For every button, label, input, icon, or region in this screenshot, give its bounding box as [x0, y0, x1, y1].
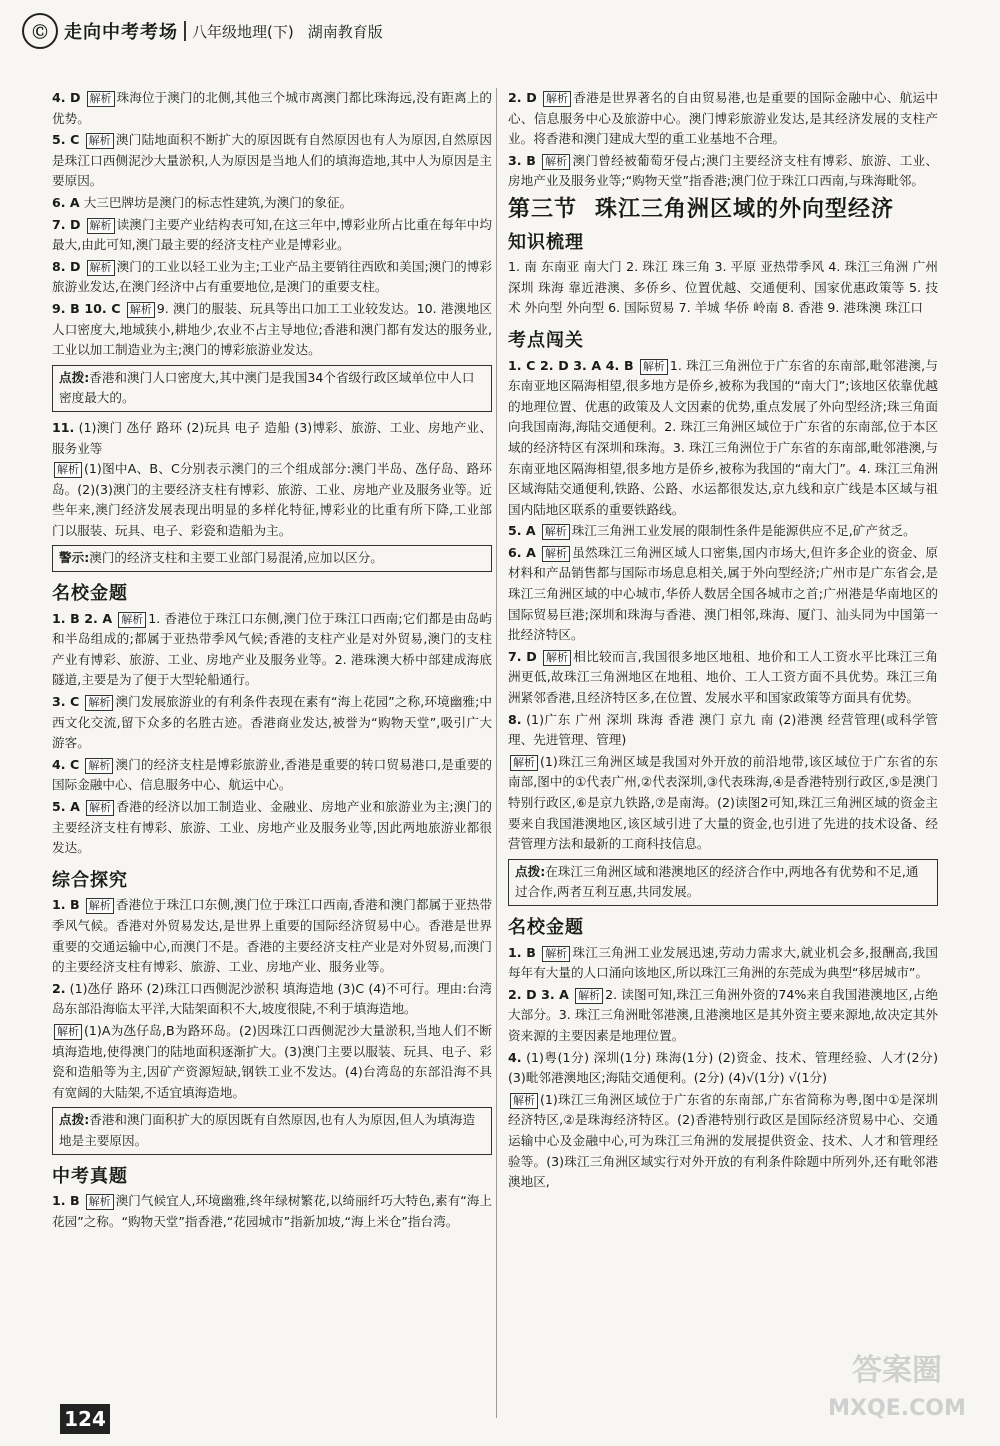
analysis-tag: 解析: [86, 898, 114, 914]
tip-box: 点拨:香港和澳门面积扩大的原因既有自然原因,也有人为原因,但人为填海造地是主要原因。: [52, 1107, 492, 1154]
section-title: 知识梳理: [508, 231, 584, 253]
section-title: 名校金题: [52, 583, 128, 605]
answer-item: 5. A 解析 珠江三角洲工业发展的限制性条件是能源供应不足,矿产贫乏。: [508, 523, 916, 539]
answer-item: 解析 (1)珠江三角洲区域是我国对外开放的前沿地带,该区域位于广东省的东南部,图中的①代表广州,②代表深圳,③代表珠海,④是香港特别行政区,⑤是澳门特别行政区,⑥是京九铁路,⑦是南海。(2)读图2可知,珠江三角洲区域的资金主要来自我国港澳地区,该区域引进了大量的资金,也引进了先进的技术设备、经营管理方法和最新的工商科技信息。: [508, 753, 938, 852]
answer-item: 8. D 解析 澳门的工业以轻工业为主;工业产品主要销往西欧和美国;澳门的博彩旅游业发达,在澳门经济中占有重要地位,是澳门的重要支柱。: [52, 258, 492, 295]
answers-block-1: [52, 88, 492, 361]
answer-item: 1. B 解析 澳门气候宜人,环境幽雅,终年绿树繁花,以绮丽纤巧大特色,素有“海上花园”之称。“购物天堂”指香港,“花园城市”指新加坡,“海上米仓”指台湾。: [52, 1193, 492, 1229]
analysis-tag: 解析: [85, 695, 113, 711]
analysis-tag: 解析: [543, 91, 571, 107]
answers-block-0: [508, 88, 938, 192]
answer-item: 解析 (1)A为氹仔岛,B为路环岛。(2)因珠江口西侧泥沙大量淤积,当地人们不断填海造地,使得澳门的陆地面积逐渐扩大。(3)澳门主要以服装、玩具、电子、彩瓷和造船等为主,因矿产资源短缺,钢铁工业不发达。(4)台湾岛的东部沿海不具有宽阔的大陆架,不适宜填海造地。: [52, 1022, 492, 1100]
analysis-tag: 解析: [86, 800, 114, 816]
answer-item: 4. (1)粤(1分) 深圳(1分) 珠海(1分) (2)资金、技术、管理经验、人才(2分) (3)毗邻港澳地区;海陆交通便利。(2分) (4)√(1分) √(1分): [508, 1049, 938, 1086]
left-column: [52, 88, 492, 1233]
answer-item: 6. A 大三巴牌坊是澳门的标志性建筑,为澳门的象征。: [52, 194, 353, 210]
answer-item: 解析 (1)珠江三角洲区域位于广东省的东南部,广东省简称为粤,图中①是深圳经济特区,②是珠海经济特区。(2)香港特别行政区是国际经济贸易中心、交通运输中心及金融中心,可为珠江三角洲的发展提供资金、技术、人才和管理经验等。(3)珠江三角洲区域实行对外开放的有利条件除题中所列外,还有毗邻港澳地区,: [508, 1091, 938, 1190]
analysis-tag: 解析: [510, 1093, 538, 1109]
section-title: 中考真题: [52, 1165, 128, 1187]
publisher: 湖南教育版: [307, 22, 383, 41]
answer-item: 1. B 解析 香港位于珠江口东侧,澳门位于珠江口西南,香港和澳门都属于亚热带季风气候。香港对外贸易发达,是世界上重要的国际经济贸易中心。香港是世界重要的交通运输中心,而澳门不是。香港的主要经济支柱产业是对外贸易,而澳门的主要经济支柱有博彩、旅游、工业、房地产业、服务业等。: [52, 897, 492, 975]
page-header: [22, 14, 383, 48]
answer-item: 1. B 解析 珠江三角洲工业发展迅速,劳动力需求大,就业机会多,报酬高,我国每年有大量的人口涌向该地区,所以珠江三角洲的东莞成为典型“移居城市”。: [508, 944, 939, 981]
analysis-tag: 解析: [87, 91, 115, 107]
answer-item: 3. B 解析 澳门曾经被葡萄牙侵占;澳门主要经济支柱有博彩、旅游、工业、房地产业及服务业等;“购物天堂”指香港;澳门位于珠江口西南,与珠海毗邻。: [508, 152, 938, 189]
analysis-tag: 解析: [86, 1194, 114, 1210]
brand-logo-icon: Ⓒ: [22, 13, 58, 49]
book-subtitle: 八年级地理(下): [192, 22, 294, 41]
analysis-tag: 解析: [575, 988, 603, 1004]
answer-item-11: 11. (1)澳门 氹仔 路环 (2)玩具 电子 造船 (3)博彩、旅游、工业、房地产业、服务业等 解析 (1)图中A、B、C分别表示澳门的三个组成部分:澳门半岛、氹仔岛、路环岛。(2)(3)澳门的主要经济支柱有博彩、旅游、工业、房地产业及服务业等。近些年来,澳门经济发展表现出明显的多样化特征,博彩业的比重有所下降,工业部门以服装、玩具、电子、彩瓷和造船为主。: [52, 419, 492, 538]
analysis-tag: 解析: [542, 154, 570, 170]
analysis-tag: 解析: [510, 755, 538, 771]
answer-item: 5. C 解析 澳门陆地面积不断扩大的原因既有自然原因也有人为原因,自然原因是珠江口西侧泥沙大量淤积,人为原因是当地人们的填海造地,其中人为原因是主要原因。: [52, 132, 492, 189]
answer-item: 2. D 解析 香港是世界著名的自由贸易港,也是重要的国际金融中心、航运中心、信息服务中心及旅游中心。澳门博彩旅游业发达,是其经济发展的支柱产业。将香港和澳门建成大型的重工业基地不合理。: [508, 90, 938, 147]
header-divider: [184, 21, 186, 41]
analysis-tag: 解析: [640, 359, 668, 375]
answers-block-r1: [508, 356, 938, 855]
answer-item: 2. (1)氹仔 路环 (2)珠江口西侧泥沙淤积 填海造地 (3)C (4)不可行。理由:台湾岛东部沿海临太平洋,大陆架面积不大,坡度很陡,不利于填海造地。: [52, 980, 492, 1017]
section-title: 考点闯关: [508, 329, 584, 351]
answers-block-4: [52, 1191, 492, 1232]
analysis-tag: 解析: [87, 218, 115, 234]
right-column: [508, 88, 938, 1194]
analysis-tag: 解析: [542, 524, 570, 540]
analysis-tag: 解析: [127, 302, 155, 318]
analysis-tag: 解析: [543, 650, 571, 666]
analysis-tag: 解析: [542, 546, 570, 562]
answer-item: 3. C 解析 澳门发展旅游业的有利条件表现在素有“海上花园”之称,环境幽雅;中西文化交流,留下众多的名胜古迹。香港商业发达,被誉为“购物天堂”,吸引广大游客。: [52, 694, 492, 751]
answers-block-3: [52, 895, 492, 1103]
answer-item: 1. C 2. D 3. A 4. B 解析 1. 珠江三角洲位于广东省的东南部,毗邻港澳,与东南亚地区隔海相望,很多地方是侨乡,被称为我国的“南大门”;该地区依靠优越的地理位置、优惠的政策及人文因素的优势,重点发展了外向型经济;珠三角面向我国南海,海陆交通便利。2. 珠江三角洲区域位于广东省的东南部,位于本区域的经济特区有深圳和珠海。3. 珠江三角洲位于广东省的东南部,毗邻港澳,与东南亚地区隔海相望,很多地方是侨乡,被称为我国的“南大门”。4. 珠江三角洲区域海陆交通便利,铁路、公路、水运都很发达,京九线和京广线是本区域与祖国内陆地区联系的重要铁路线。: [508, 357, 939, 517]
answer-item: 4. D 解析 珠海位于澳门的北侧,其他三个城市离澳门都比珠海远,没有距离上的优势。: [52, 90, 492, 126]
answer-item: 6. A 解析 虽然珠江三角洲区域人口密集,国内市场大,但许多企业的资金、原材料和产品销售都与国际市场息息相关,属于外向型经济;广州市是广东省会,是珠江三角洲区域的中心城市,华侨人数居全国各城市之首;广州港是华南地区的国际贸易巨港;深圳和珠海与香港、澳门相邻,珠海、厦门、汕头同为中国第一批经济特区。: [508, 544, 938, 643]
tip-box: 点拨:香港和澳门人口密度大,其中澳门是我国34个省级行政区域单位中人口密度最大的。: [52, 365, 492, 412]
analysis-tag: 解析: [87, 260, 115, 276]
brand-name: 走向中考考场: [64, 22, 178, 43]
column-divider: [496, 88, 497, 1418]
answer-item: 7. D 解析 读澳门主要产业结构表可知,在这三年中,博彩业所占比重在每年中均最大,由此可知,澳门最主要的经济支柱产业是博彩业。: [52, 216, 492, 253]
answer-item: 8. (1)广东 广州 深圳 珠海 香港 澳门 京九 南 (2)港澳 经营管理(或科学管理、先进管理、管理): [508, 711, 938, 748]
watermark-logo: 答案圈 MXQE.COM: [828, 1353, 966, 1421]
analysis-tag: 解析: [542, 946, 570, 962]
answers-block-r2: [508, 943, 938, 1193]
analysis-tag: 解析: [54, 1024, 82, 1040]
knowledge-summary: 1. 南 东南亚 南大门 2. 珠江 珠三角 3. 平原 亚热带季风 4. 珠江三角洲 广州 深圳 珠海 靠近港澳、多侨乡、位置优越、交通便利、国家优惠政策等 5. 技术 外向型 外向型 6. 国际贸易 7. 羊城 华侨 岭南 8. 香港 9. 港珠澳 珠江口: [508, 259, 938, 316]
answer-item: 4. C 解析 澳门的经济支柱是博彩旅游业,香港是重要的转口贸易港口,是重要的国际金融中心、信息服务中心、航运中心。: [52, 756, 492, 793]
section-title: 综合探究: [52, 869, 128, 891]
warning-box: 警示:澳门的经济支柱和主要工业部门易混淆,应加以区分。: [52, 545, 492, 572]
analysis-tag: 解析: [85, 758, 113, 774]
analysis-tag: 解析: [86, 133, 114, 149]
section-title: 名校金题: [508, 916, 584, 938]
chapter-title: 第三节 珠江三角洲区域的外向型经济: [508, 196, 895, 222]
answers-block-2: [52, 609, 492, 859]
analysis-tag: 解析: [118, 612, 146, 628]
answer-item: 5. A 解析 香港的经济以加工制造业、金融业、房地产业和旅游业为主;澳门的主要经济支柱有博彩、旅游、工业、房地产业及服务业等,因此两地旅游业都很发达。: [52, 799, 492, 856]
page-number: 124: [60, 1404, 110, 1434]
answer-item: 7. D 解析 相比较而言,我国很多地区地租、地价和工人工资水平比珠江三角洲更低,故珠江三角洲地区在地租、地价、工人工资方面不具优势。珠江三角洲紧邻香港,且经济特区多,在位置、发展水平和国家政策等方面具有优势。: [508, 648, 938, 706]
answer-item: 2. D 3. A 解析 2. 读图可知,珠江三角洲外资的74%来自我国港澳地区,占绝大部分。3. 珠江三角洲毗邻港澳,且港澳地区是其外资主要来源地,故决定其外资来源的主要因素是地理位置。: [508, 986, 938, 1043]
answer-item: 1. B 2. A 解析 1. 香港位于珠江口东侧,澳门位于珠江口西南;它们都是由岛屿和半岛组成的;都属于亚热带季风气候;香港的支柱产业是对外贸易,澳门的支柱产业有博彩、旅游、工业、房地产业及服务业等。2. 港珠澳大桥中部建成海底隧道,主要是为了便于大型轮船通行。: [52, 610, 493, 688]
tip-box: 点拨:在珠江三角洲区域和港澳地区的经济合作中,两地各有优势和不足,通过合作,两者互利互惠,共同发展。: [508, 859, 938, 906]
answer-item: 9. B 10. C 解析 9. 澳门的服装、玩具等出口加工工业较发达。10. 港澳地区人口密度大,地域狭小,耕地少,农业不占主导地位;香港和澳门都有发达的服务业,工业以加工制造业为主;澳门的博彩旅游业发达。: [52, 300, 492, 358]
